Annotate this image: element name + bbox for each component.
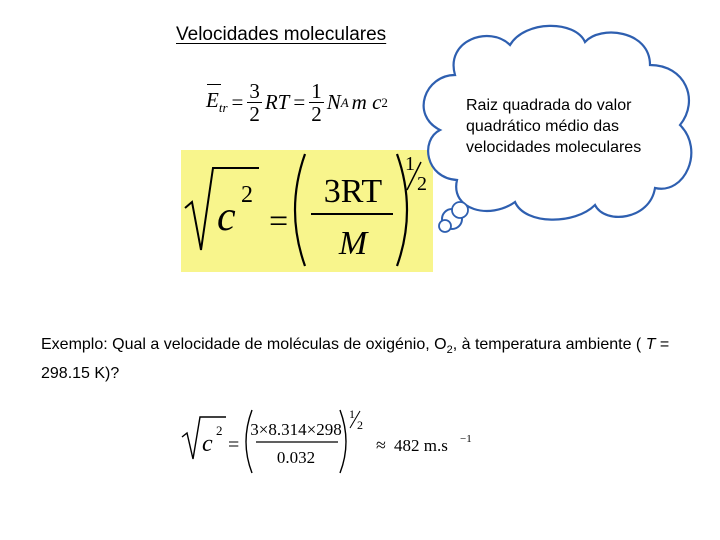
left-paren bbox=[295, 154, 305, 266]
fraction-three-halves bbox=[247, 80, 262, 125]
calc-exp-den: 2 bbox=[357, 418, 363, 432]
calc-numerator: 3×8.314×298 bbox=[250, 420, 342, 439]
equals-sign: = bbox=[231, 90, 244, 115]
exponent-den: 2 bbox=[417, 173, 427, 195]
example-text-2: , à temperatura ambiente ( bbox=[452, 336, 646, 353]
radicand-c: c bbox=[217, 194, 236, 240]
exponent-num: 1 bbox=[405, 153, 415, 175]
term-N: N bbox=[326, 90, 341, 115]
fraction-one-half bbox=[309, 80, 324, 125]
frac-den: 2 bbox=[249, 102, 260, 127]
calc-exp-num: 1 bbox=[349, 407, 355, 421]
energy-E: E bbox=[206, 88, 219, 113]
calculation-formula bbox=[180, 405, 490, 475]
calc-radicand-sup: 2 bbox=[216, 423, 223, 438]
example-question bbox=[41, 333, 691, 385]
numerator-3RT: 3RT bbox=[323, 173, 383, 210]
calc-result: 482 m.s bbox=[394, 436, 448, 455]
term-mc: m c bbox=[351, 90, 382, 115]
calc-approx: ≈ bbox=[376, 435, 386, 455]
slide-title: Velocidades moleculares bbox=[176, 24, 387, 45]
energy-subscript: tr bbox=[218, 100, 228, 116]
denominator-M: M bbox=[338, 225, 368, 262]
cloud-note: Raiz quadrada do valor quadrático médio das velocidades moleculares bbox=[466, 97, 642, 156]
radicand-sup: 2 bbox=[241, 182, 253, 208]
calc-radicand-c: c bbox=[202, 431, 213, 457]
calc-equals: = bbox=[228, 434, 240, 456]
rms-formula bbox=[181, 150, 433, 272]
example-sub: 2 bbox=[446, 344, 453, 357]
term-sup: 2 bbox=[381, 94, 388, 110]
term-N-sub: A bbox=[340, 94, 349, 110]
frac-den: 2 bbox=[311, 102, 322, 127]
term-RT: RT bbox=[264, 90, 290, 115]
overbar bbox=[207, 84, 221, 85]
calc-denominator: 0.032 bbox=[276, 448, 316, 467]
example-var-T: T bbox=[645, 336, 656, 353]
frac-num: 1 bbox=[311, 79, 322, 103]
example-text-3: = 298.15 K)? bbox=[41, 336, 670, 383]
example-text-1: Exemplo: Qual a velocidade de moléculas de oxigénio, O bbox=[41, 336, 447, 353]
energy-symbol bbox=[206, 88, 228, 116]
equals-sign-2: = bbox=[293, 90, 306, 115]
rms-formula-box bbox=[181, 150, 433, 272]
frac-num: 3 bbox=[249, 79, 260, 103]
calc-result-sup: −1 bbox=[460, 433, 472, 445]
kinetic-energy-formula bbox=[206, 80, 388, 125]
equals-sign: = bbox=[269, 203, 289, 240]
